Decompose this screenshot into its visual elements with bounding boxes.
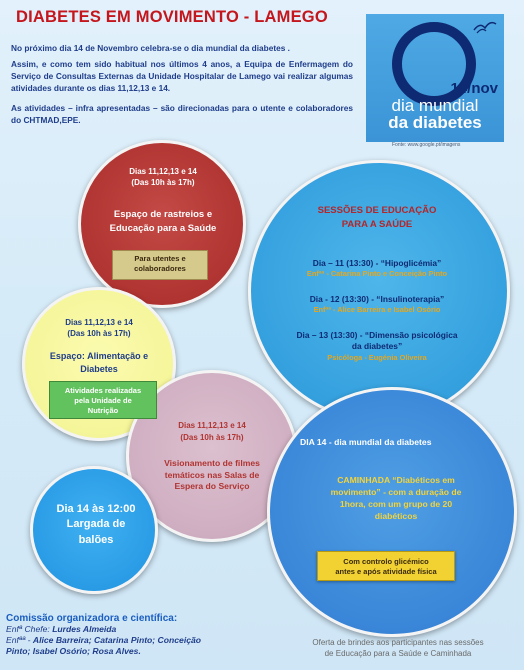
balloon-line-3: balões bbox=[78, 533, 114, 546]
screening-audience-box bbox=[112, 250, 208, 280]
nutrition-space-line-2: Diabetes bbox=[80, 364, 118, 375]
session-3-title-line-2: da diabetes” bbox=[351, 341, 403, 352]
world-day-title: DIA 14 - dia mundial da diabetes bbox=[300, 437, 432, 447]
gifts-note-line-1: Oferta de brindes aos participantes nas sessões bbox=[312, 638, 484, 647]
page-title: DIABETES EM MOVIMENTO - LAMEGO bbox=[16, 8, 328, 26]
glycemic-control-line-2: antes e após atividade física bbox=[335, 566, 437, 576]
screening-space-line-1: Espaço de rastreios e bbox=[113, 209, 213, 220]
glycemic-control-box bbox=[317, 551, 455, 581]
films-description bbox=[142, 458, 282, 493]
committee-chef bbox=[6, 624, 276, 635]
session-2-speakers: Enfªª - Alice Barreira e Isabel Osório bbox=[313, 305, 441, 315]
walk-line-1: CAMINHADA “Diabéticos em bbox=[337, 475, 455, 485]
screening-audience-line-2: colaboradores bbox=[134, 263, 186, 273]
walk-line-2: movimento” - com a duração de bbox=[330, 487, 462, 498]
films-hours: (Das 10h às 17h) bbox=[180, 432, 244, 442]
screening-hours: (Das 10h às 17h) bbox=[131, 178, 195, 188]
committee-nurses-cont bbox=[6, 646, 276, 657]
screening-space bbox=[88, 208, 238, 236]
films-schedule bbox=[150, 420, 274, 443]
balloon-line-2: Largada de bbox=[66, 518, 126, 531]
committee-nurses-line-1: Alice Barreira; Catarina Pinto; Conceição bbox=[32, 635, 202, 646]
nutrition-note-line-3: Nutrição bbox=[87, 405, 119, 415]
session-3 bbox=[270, 330, 484, 363]
nutrition-note-box bbox=[49, 381, 157, 419]
nutrition-schedule bbox=[44, 317, 154, 339]
session-1 bbox=[270, 258, 484, 279]
session-1-speakers: Enfªª - Catarina Pinto e Conceição Pinto bbox=[306, 269, 448, 279]
walk-description bbox=[296, 474, 496, 522]
committee-nurses bbox=[6, 635, 276, 646]
balloon-release-text bbox=[40, 502, 152, 548]
nutrition-space bbox=[34, 350, 164, 376]
balloon-line-1: Dia 14 às 12:00 bbox=[56, 503, 136, 515]
session-3-title-line-1: Dia – 13 (13:30) - “Dimensão psicológica bbox=[296, 330, 458, 340]
nutrition-note-line-1: Atividades realizadas bbox=[64, 386, 142, 395]
intro-paragraph-2: Assim, e como tem sido habitual nos últimos 4 anos, a Equipa de Enfermagem do Serviço de Consultas Externas da Unidade Hospitalar de Lamego vai realizar algumas atividades durante os dias 11,12,13 e 14. bbox=[11, 59, 353, 94]
session-2-title: Dia - 12 (13:30) - “Insulinoterapia” bbox=[309, 294, 445, 304]
committee-chef-name: Lurdes Almeida bbox=[52, 624, 117, 634]
intro-paragraph-3: As atividades – infra apresentadas – são direcionadas para o utente e colaboradores do CHTMAD,EPE. bbox=[11, 103, 353, 126]
films-line-1: Visionamento de filmes bbox=[164, 458, 260, 468]
gifts-note bbox=[280, 638, 516, 660]
walk-line-4: diabéticos bbox=[374, 511, 418, 522]
committee-nurses-line-2: Pinto; Isabel Osório; Rosa Alves. bbox=[6, 646, 141, 657]
nutrition-space-line-1: Espaço: Alimentação e bbox=[49, 351, 149, 361]
films-days: Dias 11,12,13 e 14 bbox=[178, 421, 246, 430]
session-1-title: Dia – 11 (13:30) - “Hipoglicémia” bbox=[312, 258, 442, 268]
screening-space-line-2: Educação para a Saúde bbox=[109, 222, 217, 234]
logo-source: Fonte: www.google.pt/imagens bbox=[392, 142, 461, 148]
committee-title: Comissão organizadora e científica: bbox=[6, 613, 178, 624]
nutrition-days: Dias 11,12,13 e 14 bbox=[65, 318, 133, 327]
committee-chef-label: Enfª Chefe: bbox=[6, 624, 53, 634]
gifts-note-line-2: de Educação para a Saúde e Caminhada bbox=[324, 648, 472, 658]
nutrition-hours: (Das 10h às 17h) bbox=[67, 329, 131, 339]
glycemic-control-line-1: Com controlo glicémico bbox=[343, 557, 429, 566]
films-line-2: temáticos nas Salas de bbox=[164, 469, 260, 480]
committee-nurses-label: Enfªª - bbox=[6, 635, 33, 646]
logo-line-2: da diabetes bbox=[388, 113, 482, 132]
nutrition-note-line-2: pela Unidade de bbox=[74, 395, 132, 405]
sessions-title bbox=[292, 204, 462, 233]
bird-icon bbox=[472, 18, 498, 36]
world-diabetes-day-logo bbox=[366, 14, 504, 142]
screening-schedule bbox=[88, 166, 238, 188]
intro-paragraph-1: No próximo dia 14 de Novembro celebra-se o dia mundial da diabetes . bbox=[11, 43, 290, 53]
logo-line-1: dia mundial bbox=[391, 96, 479, 115]
sessions-title-line-1: SESSÕES DE EDUCAÇÃO bbox=[317, 205, 437, 216]
organizing-committee bbox=[6, 613, 276, 658]
session-2 bbox=[270, 294, 484, 315]
walk-line-3: 1hora, com um grupo de 20 bbox=[339, 499, 453, 510]
session-3-speaker: Psicóloga - Eugénia Oliveira bbox=[327, 352, 427, 362]
sessions-title-line-2: PARA A SAÚDE bbox=[341, 219, 413, 231]
screening-audience-line-1: Para utentes e bbox=[134, 254, 186, 263]
screening-days: Dias 11,12,13 e 14 bbox=[129, 167, 197, 176]
logo-date: 14/nov bbox=[450, 80, 498, 97]
films-line-3: Espera do Serviço bbox=[174, 481, 250, 492]
education-sessions-circle bbox=[248, 160, 510, 422]
